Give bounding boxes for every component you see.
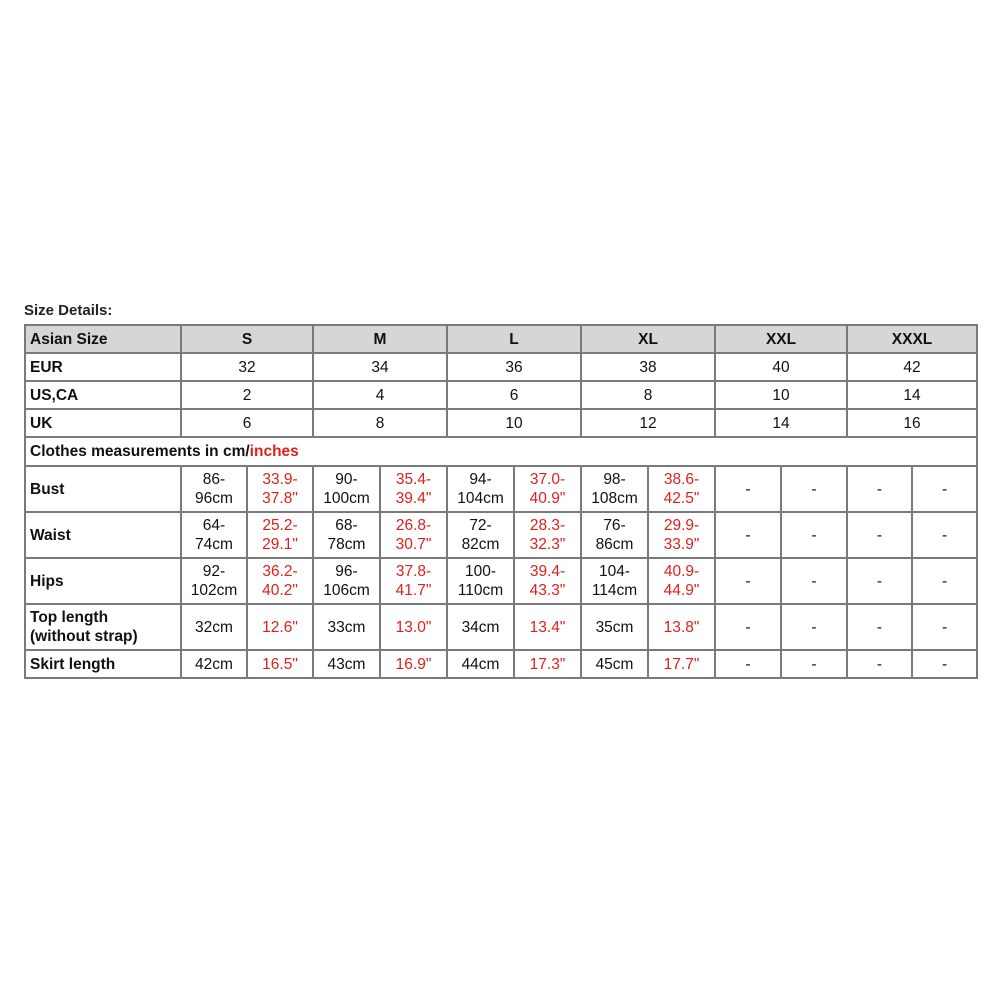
size-value: 16	[847, 409, 977, 437]
size-header: M	[313, 325, 447, 353]
inch-value: 13.0"	[380, 604, 447, 650]
section-inches-label: inches	[249, 443, 299, 460]
row-label: US,CA	[25, 381, 181, 409]
cm-value: 92- 102cm	[181, 558, 247, 604]
cm-value: 32cm	[181, 604, 247, 650]
header-row	[25, 325, 977, 353]
measurement-row	[25, 650, 977, 678]
inch-value: -	[912, 558, 977, 604]
size-value: 6	[181, 409, 313, 437]
cm-value: 94- 104cm	[447, 466, 514, 512]
size-value: 8	[581, 381, 715, 409]
inch-value: -	[781, 466, 847, 512]
measurement-label: Skirt length	[25, 650, 181, 678]
inch-value: -	[912, 604, 977, 650]
cm-value: -	[847, 466, 912, 512]
page-title: Size Details:	[24, 302, 113, 319]
cm-value: -	[715, 466, 781, 512]
size-value: 2	[181, 381, 313, 409]
size-value: 12	[581, 409, 715, 437]
size-value: 36	[447, 353, 581, 381]
size-header: S	[181, 325, 313, 353]
inch-value: 36.2- 40.2"	[247, 558, 313, 604]
size-value: 4	[313, 381, 447, 409]
inch-value: 17.7"	[648, 650, 715, 678]
measurement-row	[25, 558, 977, 604]
measurement-label: Top length (without strap)	[25, 604, 181, 650]
inch-value: 40.9- 44.9"	[648, 558, 715, 604]
size-value: 32	[181, 353, 313, 381]
inch-value: 39.4- 43.3"	[514, 558, 581, 604]
measurement-label: Bust	[25, 466, 181, 512]
cm-value: 98- 108cm	[581, 466, 648, 512]
measurement-row	[25, 512, 977, 558]
inch-value: 28.3- 32.3"	[514, 512, 581, 558]
inch-value: 37.0- 40.9"	[514, 466, 581, 512]
cm-value: 45cm	[581, 650, 648, 678]
cm-value: 104- 114cm	[581, 558, 648, 604]
size-row	[25, 381, 977, 409]
inch-value: 38.6- 42.5"	[648, 466, 715, 512]
cm-value: -	[715, 650, 781, 678]
cm-value: 44cm	[447, 650, 514, 678]
inch-value: 13.8"	[648, 604, 715, 650]
measurement-label: Hips	[25, 558, 181, 604]
size-value: 34	[313, 353, 447, 381]
cm-value: 72- 82cm	[447, 512, 514, 558]
row-label: EUR	[25, 353, 181, 381]
size-value: 6	[447, 381, 581, 409]
cm-value: 34cm	[447, 604, 514, 650]
size-value: 40	[715, 353, 847, 381]
inch-value: -	[781, 650, 847, 678]
cm-value: -	[847, 650, 912, 678]
section-heading	[25, 437, 977, 466]
cm-value: 35cm	[581, 604, 648, 650]
size-value: 42	[847, 353, 977, 381]
measurement-row	[25, 466, 977, 512]
cm-value: 86- 96cm	[181, 466, 247, 512]
size-header: L	[447, 325, 581, 353]
inch-value: -	[912, 650, 977, 678]
inch-value: 12.6"	[247, 604, 313, 650]
inch-value: 37.8- 41.7"	[380, 558, 447, 604]
size-header: XXXL	[847, 325, 977, 353]
measurement-label: Waist	[25, 512, 181, 558]
inch-value: -	[781, 512, 847, 558]
header-label: Asian Size	[25, 325, 181, 353]
size-value: 8	[313, 409, 447, 437]
size-chart-table	[24, 324, 978, 679]
cm-value: 33cm	[313, 604, 380, 650]
size-row	[25, 353, 977, 381]
size-header: XL	[581, 325, 715, 353]
cm-value: -	[715, 604, 781, 650]
inch-value: -	[912, 466, 977, 512]
section-prefix: Clothes measurements in cm/	[30, 443, 250, 460]
inch-value: 16.9"	[380, 650, 447, 678]
measurement-row	[25, 604, 977, 650]
cm-value: -	[847, 512, 912, 558]
size-value: 14	[847, 381, 977, 409]
inch-value: 26.8- 30.7"	[380, 512, 447, 558]
cm-value: 64- 74cm	[181, 512, 247, 558]
inch-value: 16.5"	[247, 650, 313, 678]
cm-value: -	[715, 512, 781, 558]
row-label: UK	[25, 409, 181, 437]
inch-value: 25.2- 29.1"	[247, 512, 313, 558]
size-value: 10	[715, 381, 847, 409]
cm-value: 76- 86cm	[581, 512, 648, 558]
inch-value: 33.9- 37.8"	[247, 466, 313, 512]
size-header: XXL	[715, 325, 847, 353]
section-row	[25, 437, 977, 466]
cm-value: 68- 78cm	[313, 512, 380, 558]
cm-value: 42cm	[181, 650, 247, 678]
size-value: 10	[447, 409, 581, 437]
size-value: 38	[581, 353, 715, 381]
cm-value: 43cm	[313, 650, 380, 678]
inch-value: 35.4- 39.4"	[380, 466, 447, 512]
cm-value: 90- 100cm	[313, 466, 380, 512]
inch-value: 17.3"	[514, 650, 581, 678]
inch-value: 29.9- 33.9"	[648, 512, 715, 558]
cm-value: -	[847, 558, 912, 604]
size-value: 14	[715, 409, 847, 437]
cm-value: -	[847, 604, 912, 650]
cm-value: 96- 106cm	[313, 558, 380, 604]
size-row	[25, 409, 977, 437]
inch-value: -	[781, 558, 847, 604]
cm-value: 100- 110cm	[447, 558, 514, 604]
inch-value: -	[781, 604, 847, 650]
inch-value: -	[912, 512, 977, 558]
cm-value: -	[715, 558, 781, 604]
inch-value: 13.4"	[514, 604, 581, 650]
